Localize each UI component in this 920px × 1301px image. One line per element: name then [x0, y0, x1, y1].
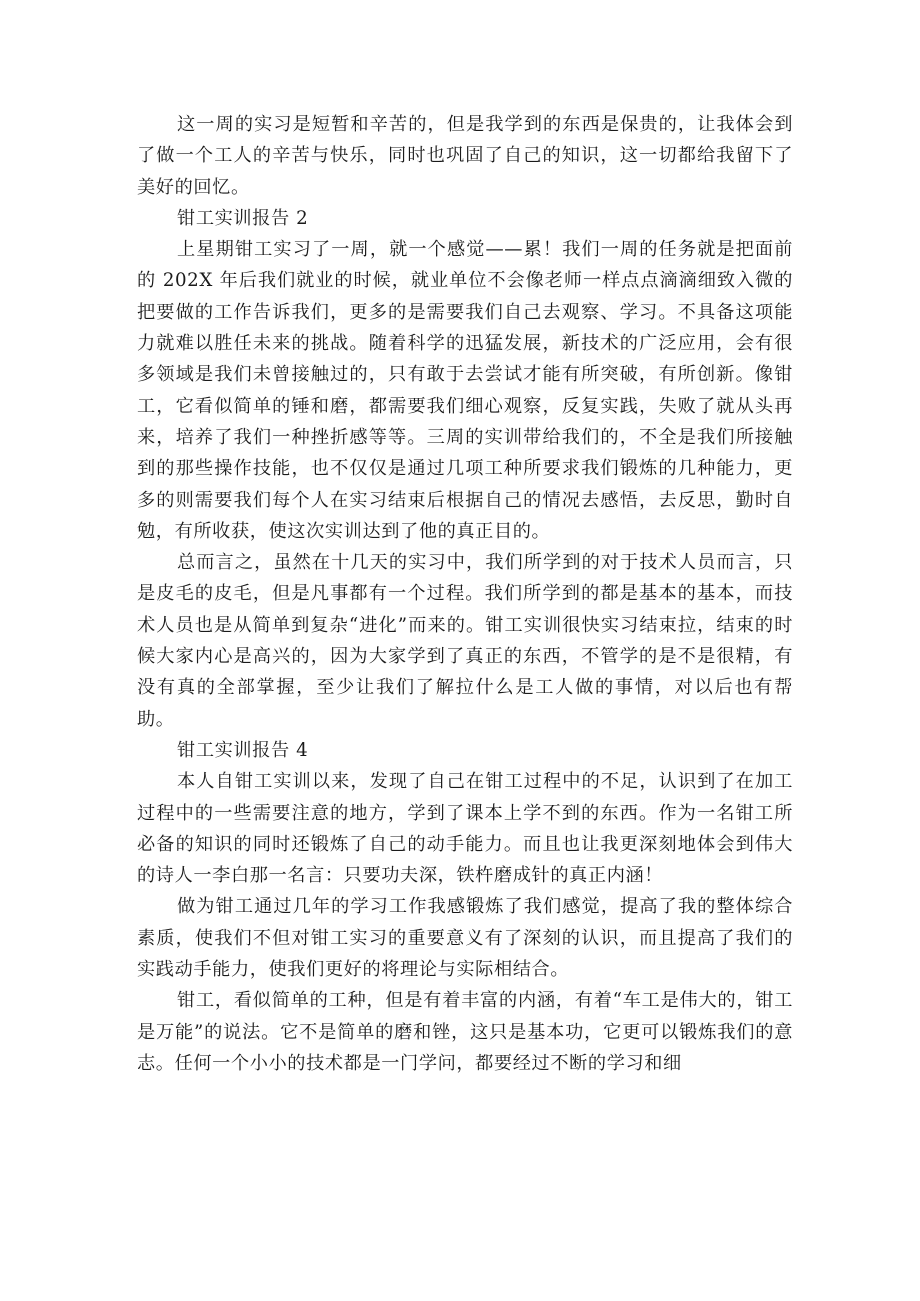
- paragraph-3: 总而言之，虽然在十几天的实习中，我们所学到的对于技术人员而言，只是皮毛的皮毛，但是凡事都有一个过程。我们所学到的都是基本的基本，而技术人员也是从简单到复杂“进化”而来的。钳工实训很快实习结束拉，结束的时候大家内心是高兴的，因为大家学到了真正的东西，不管学的是不是很精，有没有真的全部掌握，至少让我们了解拉什么是工人做的事情，对以后也有帮助。: [137, 552, 793, 730]
- document-body: [137, 109, 793, 1079]
- section-heading-report-4: 钳工实训报告 4: [177, 739, 309, 761]
- paragraph-5: 做为钳工通过几年的学习工作我感锻炼了我们感觉，提高了我的整体综合素质，使我们不但对钳工实习的重要意义有了深刻的认识，而且提高了我们的实践动手能力，使我们更好的将理论与实际相结合。: [137, 896, 793, 981]
- paragraph-6: 钳工，看似简单的工种，但是有着丰富的内涵，有着“车工是伟大的，钳工是万能”的说法。它不是简单的磨和锉，这只是基本功，它更可以锻炼我们的意志。任何一个小小的技术都是一门学问，都要经过不断的学习和细: [137, 990, 793, 1074]
- paragraph-4: 本人自钳工实训以来，发现了自己在钳工过程中的不足，认识到了在加工过程中的一些需要注意的地方，学到了课本上学不到的东西。作为一名钳工所必备的知识的同时还锻炼了自己的动手能力。而且也让我更深刻地体会到伟大的诗人一李白那一名言：只要功夫深，铁杵磨成针的真正内涵！: [137, 771, 793, 887]
- paragraph-1: 这一周的实习是短暂和辛苦的，但是我学到的东西是保贵的，让我体会到了做一个工人的辛苦与快乐，同时也巩固了自己的知识，这一切都给我留下了美好的回忆。: [137, 114, 793, 198]
- paragraph-2: 上星期钳工实习了一周，就一个感觉——累！我们一周的任务就是把面前的 202X 年后我们就业的时候，就业单位不会像老师一样点点滴滴细致入微的把要做的工作告诉我们，更多的是需要我们自己去观察、学习。不具备这项能力就难以胜任未来的挑战。随着科学的迅猛发展，新技术的广泛应用，会有很多领域是我们未曾接触过的，只有敢于去尝试才能有所突破，有所创新。像钳工，它看似简单的锤和磨，都需要我们细心观察，反复实践，失败了就从头再来，培养了我们一种挫折感等等。三周的实训带给我们的，不全是我们所接触到的那些操作技能，也不仅仅是通过几项工种所要求我们锻炼的几种能力，更多的则需要我们每个人在实习结束后根据自己的情况去感悟，去反思，勤时自勉，有所收获，使这次实训达到了他的真正目的。: [137, 239, 793, 542]
- section-heading-report-2: 钳工实训报告 2: [177, 207, 309, 229]
